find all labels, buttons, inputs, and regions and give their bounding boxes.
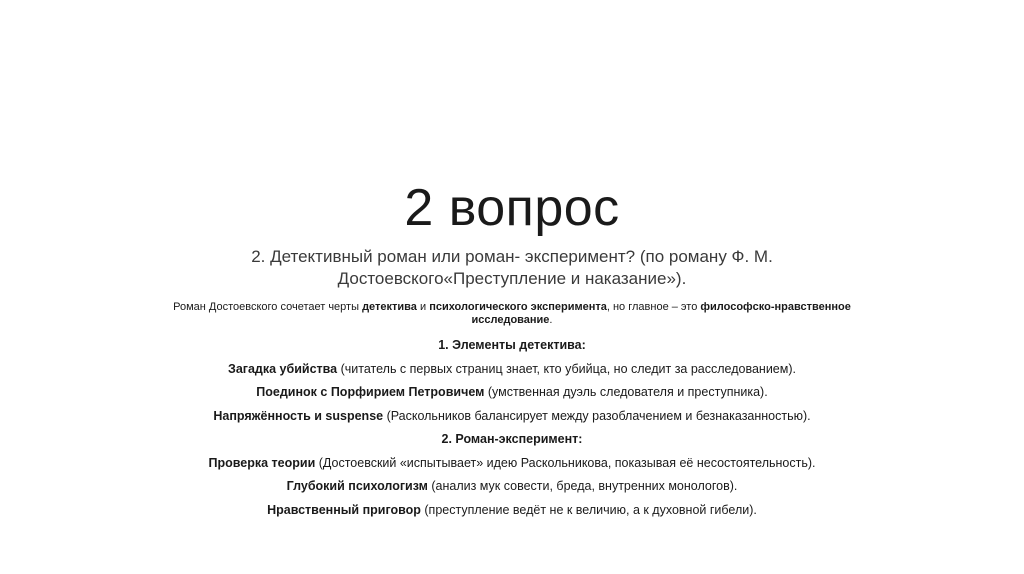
line-bold: Глубокий психологизм (286, 479, 428, 493)
line-bold: 2. Роман-эксперимент: (441, 432, 583, 446)
intro-text: и (416, 301, 430, 313)
intro-bold-detective: детектива (362, 301, 417, 313)
body-line (0, 453, 1024, 477)
slide-title: 2 вопрос (404, 179, 620, 237)
slide-subtitle (0, 246, 1024, 290)
intro-bold-research: философско-нравственное исследование (471, 301, 851, 326)
body-line (0, 359, 1024, 383)
line-text: (читатель с первых страниц знает, кто убийца, но следит за расследованием). (337, 361, 796, 376)
line-text: (Достоевский «испытывает» идею Раскольникова, показывая её несостоятельность). (315, 455, 816, 470)
intro-text: Роман Достоевского сочетает черты (173, 301, 363, 313)
line-bold: 1. Элементы детектива: (438, 338, 586, 352)
intro-paragraph (150, 301, 874, 326)
subtitle-line-1: 2. Детективный роман или роман- эксперимент? (по роману Ф. М. (251, 247, 773, 266)
line-bold: Загадка убийства (227, 361, 338, 376)
line-bold: Нравственный приговор (267, 502, 421, 517)
intro-bold-experiment: психологического эксперимента (429, 301, 607, 313)
line-bold: Поединок с Порфирием Петровичем (256, 385, 485, 399)
line-bold: Проверка теории (208, 455, 316, 470)
body-line (0, 406, 1024, 430)
line-bold: Напряжённость и suspense (213, 408, 384, 423)
subtitle-line-2: Достоевского«Преступление и наказание»). (337, 269, 687, 288)
section-heading-experiment (0, 429, 1024, 453)
body-line (0, 500, 1024, 524)
intro-text: . (549, 313, 553, 326)
line-text: (анализ мук совести, бреда, внутренних монологов). (427, 479, 738, 493)
line-text: (преступление ведёт не к величию, а к духовной гибели). (420, 502, 757, 517)
body-line (0, 382, 1024, 406)
line-text: (Раскольников балансирует между разоблачением и безнаказанностью). (383, 408, 811, 423)
slide-body (0, 335, 1024, 523)
body-line (0, 476, 1024, 500)
intro-text: , но главное – это (606, 301, 701, 313)
section-heading-detective (0, 335, 1024, 359)
line-text: (умственная дуэль следователя и преступника). (484, 385, 768, 399)
